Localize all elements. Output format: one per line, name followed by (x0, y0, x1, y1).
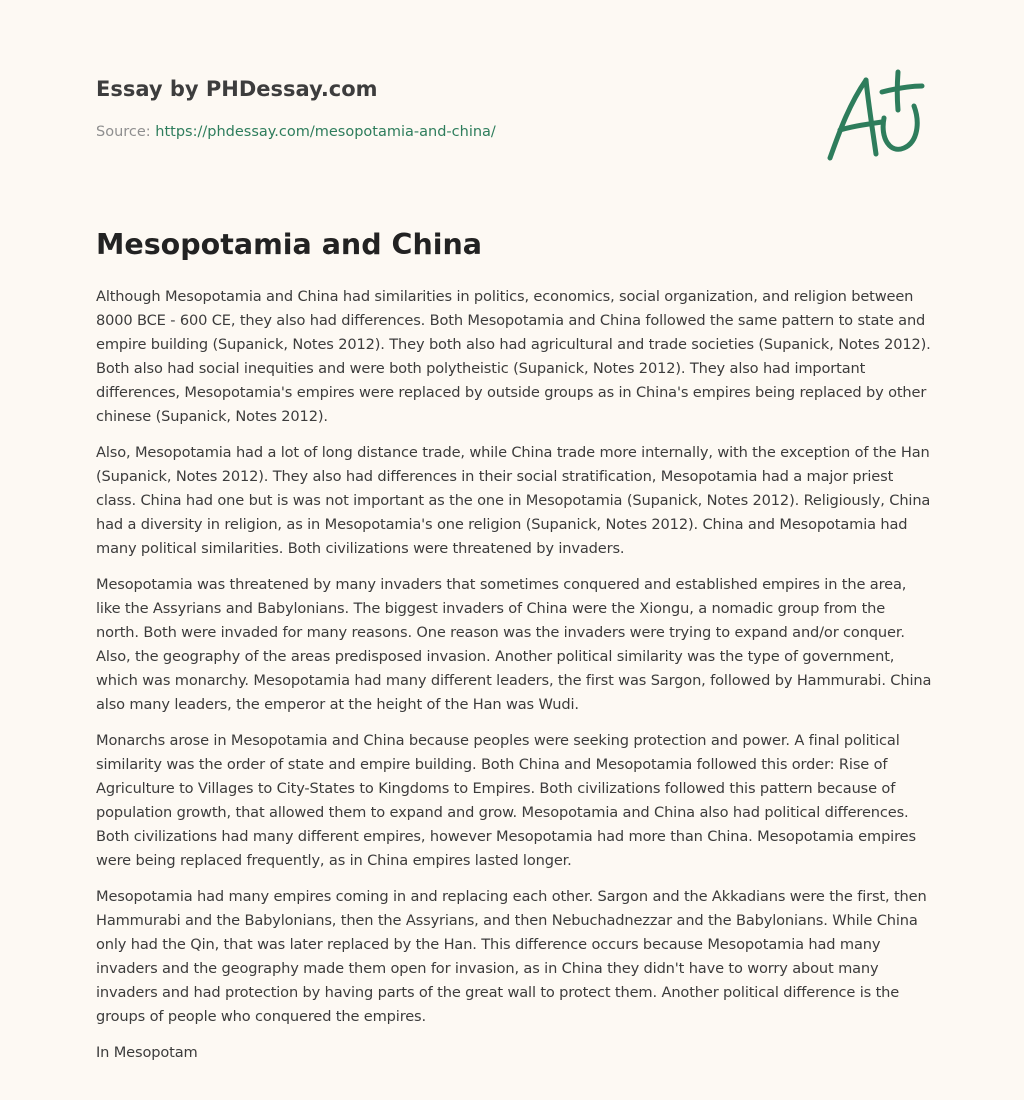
paragraph-5: Mesopotamia had many empires coming in and replacing each other. Sargon and the Akkadians were the first, then Hammurabi and the Babylonians, then the Assyrians, and then Nebuchadnezzar and the Babylonians. While China only had the Qin, that was later replaced by the Han. This difference occurs because Mesopotamia had many invaders and the geography made them open for invasion, as in China they didn't have to worry about many invaders and had protection by having parts of the great wall to protect them. Another political difference is the groups of people who conquered the empires. (96, 888, 927, 1025)
site-title: Essay by PHDessay.com (96, 77, 378, 101)
source-link[interactable]: https://phdessay.com/mesopotamia-and-china/ (155, 124, 496, 140)
paragraph-1: Although Mesopotamia and China had similarities in politics, economics, social organization, and religion between 8000 BCE - 600 CE, they also had differences. Both Mesopotamia and China followed the same pattern to state and empire building (Supanick, Notes 2012). They both also had agricultural and trade societies (Supanick, Notes 2012). Both also had social inequities and were both polytheistic (Supanick, Notes 2012). They also had important differences, Mesopotamia's empires were replaced by outside groups as in China's empires being replaced by other chinese (Supanick, Notes 2012). (96, 288, 931, 425)
page-header (96, 74, 496, 142)
paragraph-6: In Mesopotam (96, 1044, 198, 1061)
paragraph-3: Mesopotamia was threatened by many invaders that sometimes conquered and established empires in the area, like the Assyrians and Babylonians. The biggest invaders of China were the Xiongu, a nomadic group from the north. Both were invaded for many reasons. One reason was the invaders were trying to expand and/or conquer. Also, the geography of the areas predisposed invasion. Another political similarity was the type of government, which was monarchy. Mesopotamia had many different leaders, the first was Sargon, followed by Hammurabi. China also many leaders, the emperor at the height of the Han was Wudi. (96, 576, 932, 713)
essay-body (96, 285, 932, 1077)
source-line (96, 122, 496, 142)
paragraph-2: Also, Mesopotamia had a lot of long distance trade, while China trade more internally, with the exception of the Han (Supanick, Notes 2012). They also had differences in their social stratification, Mesopotamia had a major priest class. China had one but is was not important as the one in Mesopotamia (Supanick, Notes 2012). Religiously, China had a diversity in religion, as in Mesopotamia's one religion (Supanick, Notes 2012). China and Mesopotamia had many political similarities. Both civilizations were threatened by invaders. (96, 444, 931, 557)
a-plus-logo-icon (818, 66, 928, 166)
paragraph-4: Monarchs arose in Mesopotamia and China because peoples were seeking protection and power. A final political similarity was the order of state and empire building. Both China and Mesopotamia followed this order: Rise of Agriculture to Villages to City-States to Kingdoms to Empires. Both civilizations followed this pattern because of population growth, that allowed them to expand and grow. Mesopotamia and China also had political differences. Both civilizations had many different empires, however Mesopotamia had more than China. Mesopotamia empires were being replaced frequently, as in China empires lasted longer. (96, 732, 916, 869)
document-title: Mesopotamia and China (96, 228, 483, 261)
source-label: Source: (96, 124, 156, 140)
